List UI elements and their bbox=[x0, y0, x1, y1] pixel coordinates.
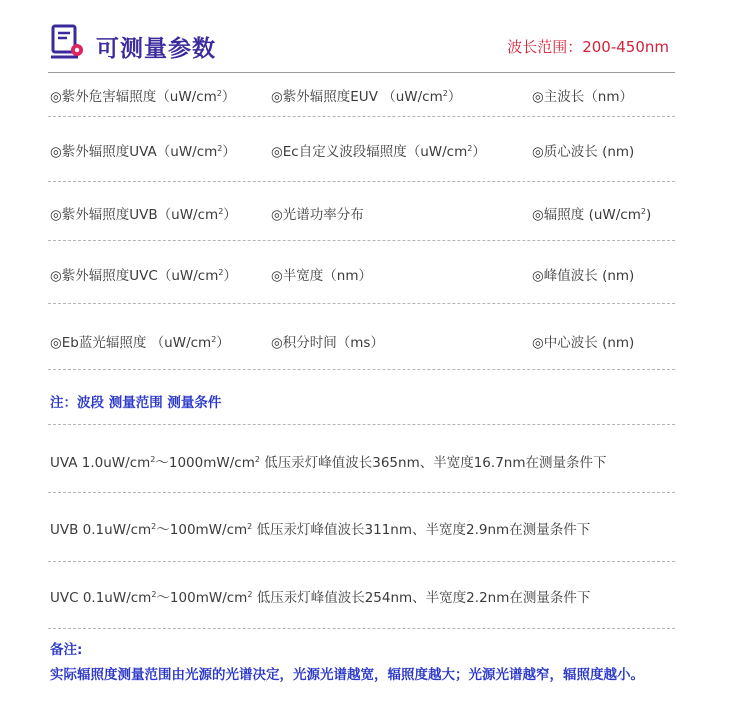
param-center-wavelength: ◎中心波长 (nm) bbox=[532, 335, 635, 351]
document-settings-icon bbox=[50, 24, 84, 60]
remark-text: 实际辐照度测量范围由光源的光谱决定，光源光谱越宽，辐照度越大；光源光谱越窄，辐照度越小。 bbox=[50, 667, 644, 683]
param-integration-time: ◎积分时间（ms） bbox=[271, 335, 384, 351]
param-custom-band-irradiance: ◎Ec自定义波段辐照度$(uW/cm^2)$ bbox=[271, 144, 486, 160]
param-dominant-wavelength: ◎主波长（nm） bbox=[532, 89, 633, 105]
row-divider bbox=[48, 561, 675, 562]
param-centroid-wavelength: ◎质心波长 (nm) bbox=[532, 144, 635, 160]
row-divider bbox=[48, 181, 675, 182]
remark-title: 备注: bbox=[50, 642, 83, 658]
row-divider bbox=[48, 424, 675, 425]
param-euv-irradiance: ◎紫外辐照度EUV $(uW/cm^2)$ bbox=[271, 89, 462, 105]
wavelength-range: 波长范围：200-450nm bbox=[507, 38, 669, 56]
condition-uvb: UVB $0.1uW/cm^2\sim 100mW/cm^2$ 低压汞灯峰值波长311nm、半宽度2.9nm在测量条件下 bbox=[50, 522, 591, 538]
row-divider bbox=[48, 492, 675, 493]
param-uv-hazard-irradiance: ◎紫外危害辐照度$(uW/cm^2)$ bbox=[50, 89, 236, 105]
note-heading: 注：波段 测量范围 测量条件 bbox=[50, 395, 222, 411]
header bbox=[0, 0, 737, 72]
param-peak-wavelength: ◎峰值波长 (nm) bbox=[532, 268, 635, 284]
row-divider bbox=[48, 369, 675, 370]
page-title: 可测量参数 bbox=[96, 36, 216, 62]
param-uva-irradiance: ◎紫外辐照度$UVA(uW/cm^2)$ bbox=[50, 144, 236, 160]
condition-uva: UVA $1.0uW/cm^2\sim 1000mW/cm^2$ 低压汞灯峰值波长365nm、半宽度16.7nm在测量条件下 bbox=[50, 455, 607, 471]
header-divider bbox=[48, 72, 675, 73]
row-divider bbox=[48, 303, 675, 304]
param-half-width: ◎半宽度（nm） bbox=[271, 268, 372, 284]
condition-uvc: UVC $0.1uW/cm^2\sim 100mW/cm^2$ 低压汞灯峰值波长254nm、半宽度2.2nm在测量条件下 bbox=[50, 590, 591, 606]
row-divider bbox=[48, 240, 675, 241]
param-uvb-irradiance: ◎紫外辐照度$UVB(uW/cm^2)$ bbox=[50, 207, 237, 223]
row-divider bbox=[48, 628, 675, 629]
param-spectral-power-distribution: ◎光谱功率分布 bbox=[271, 207, 364, 223]
param-uvc-irradiance: ◎紫外辐照度$UVC(uW/cm^2)$ bbox=[50, 268, 237, 284]
param-blue-light-irradiance: ◎Eb蓝光辐照度 $(uW/cm^2)$ bbox=[50, 335, 230, 351]
param-irradiance: ◎辐照度 $(uW/cm^2)$ bbox=[532, 207, 652, 223]
row-divider bbox=[48, 116, 675, 117]
